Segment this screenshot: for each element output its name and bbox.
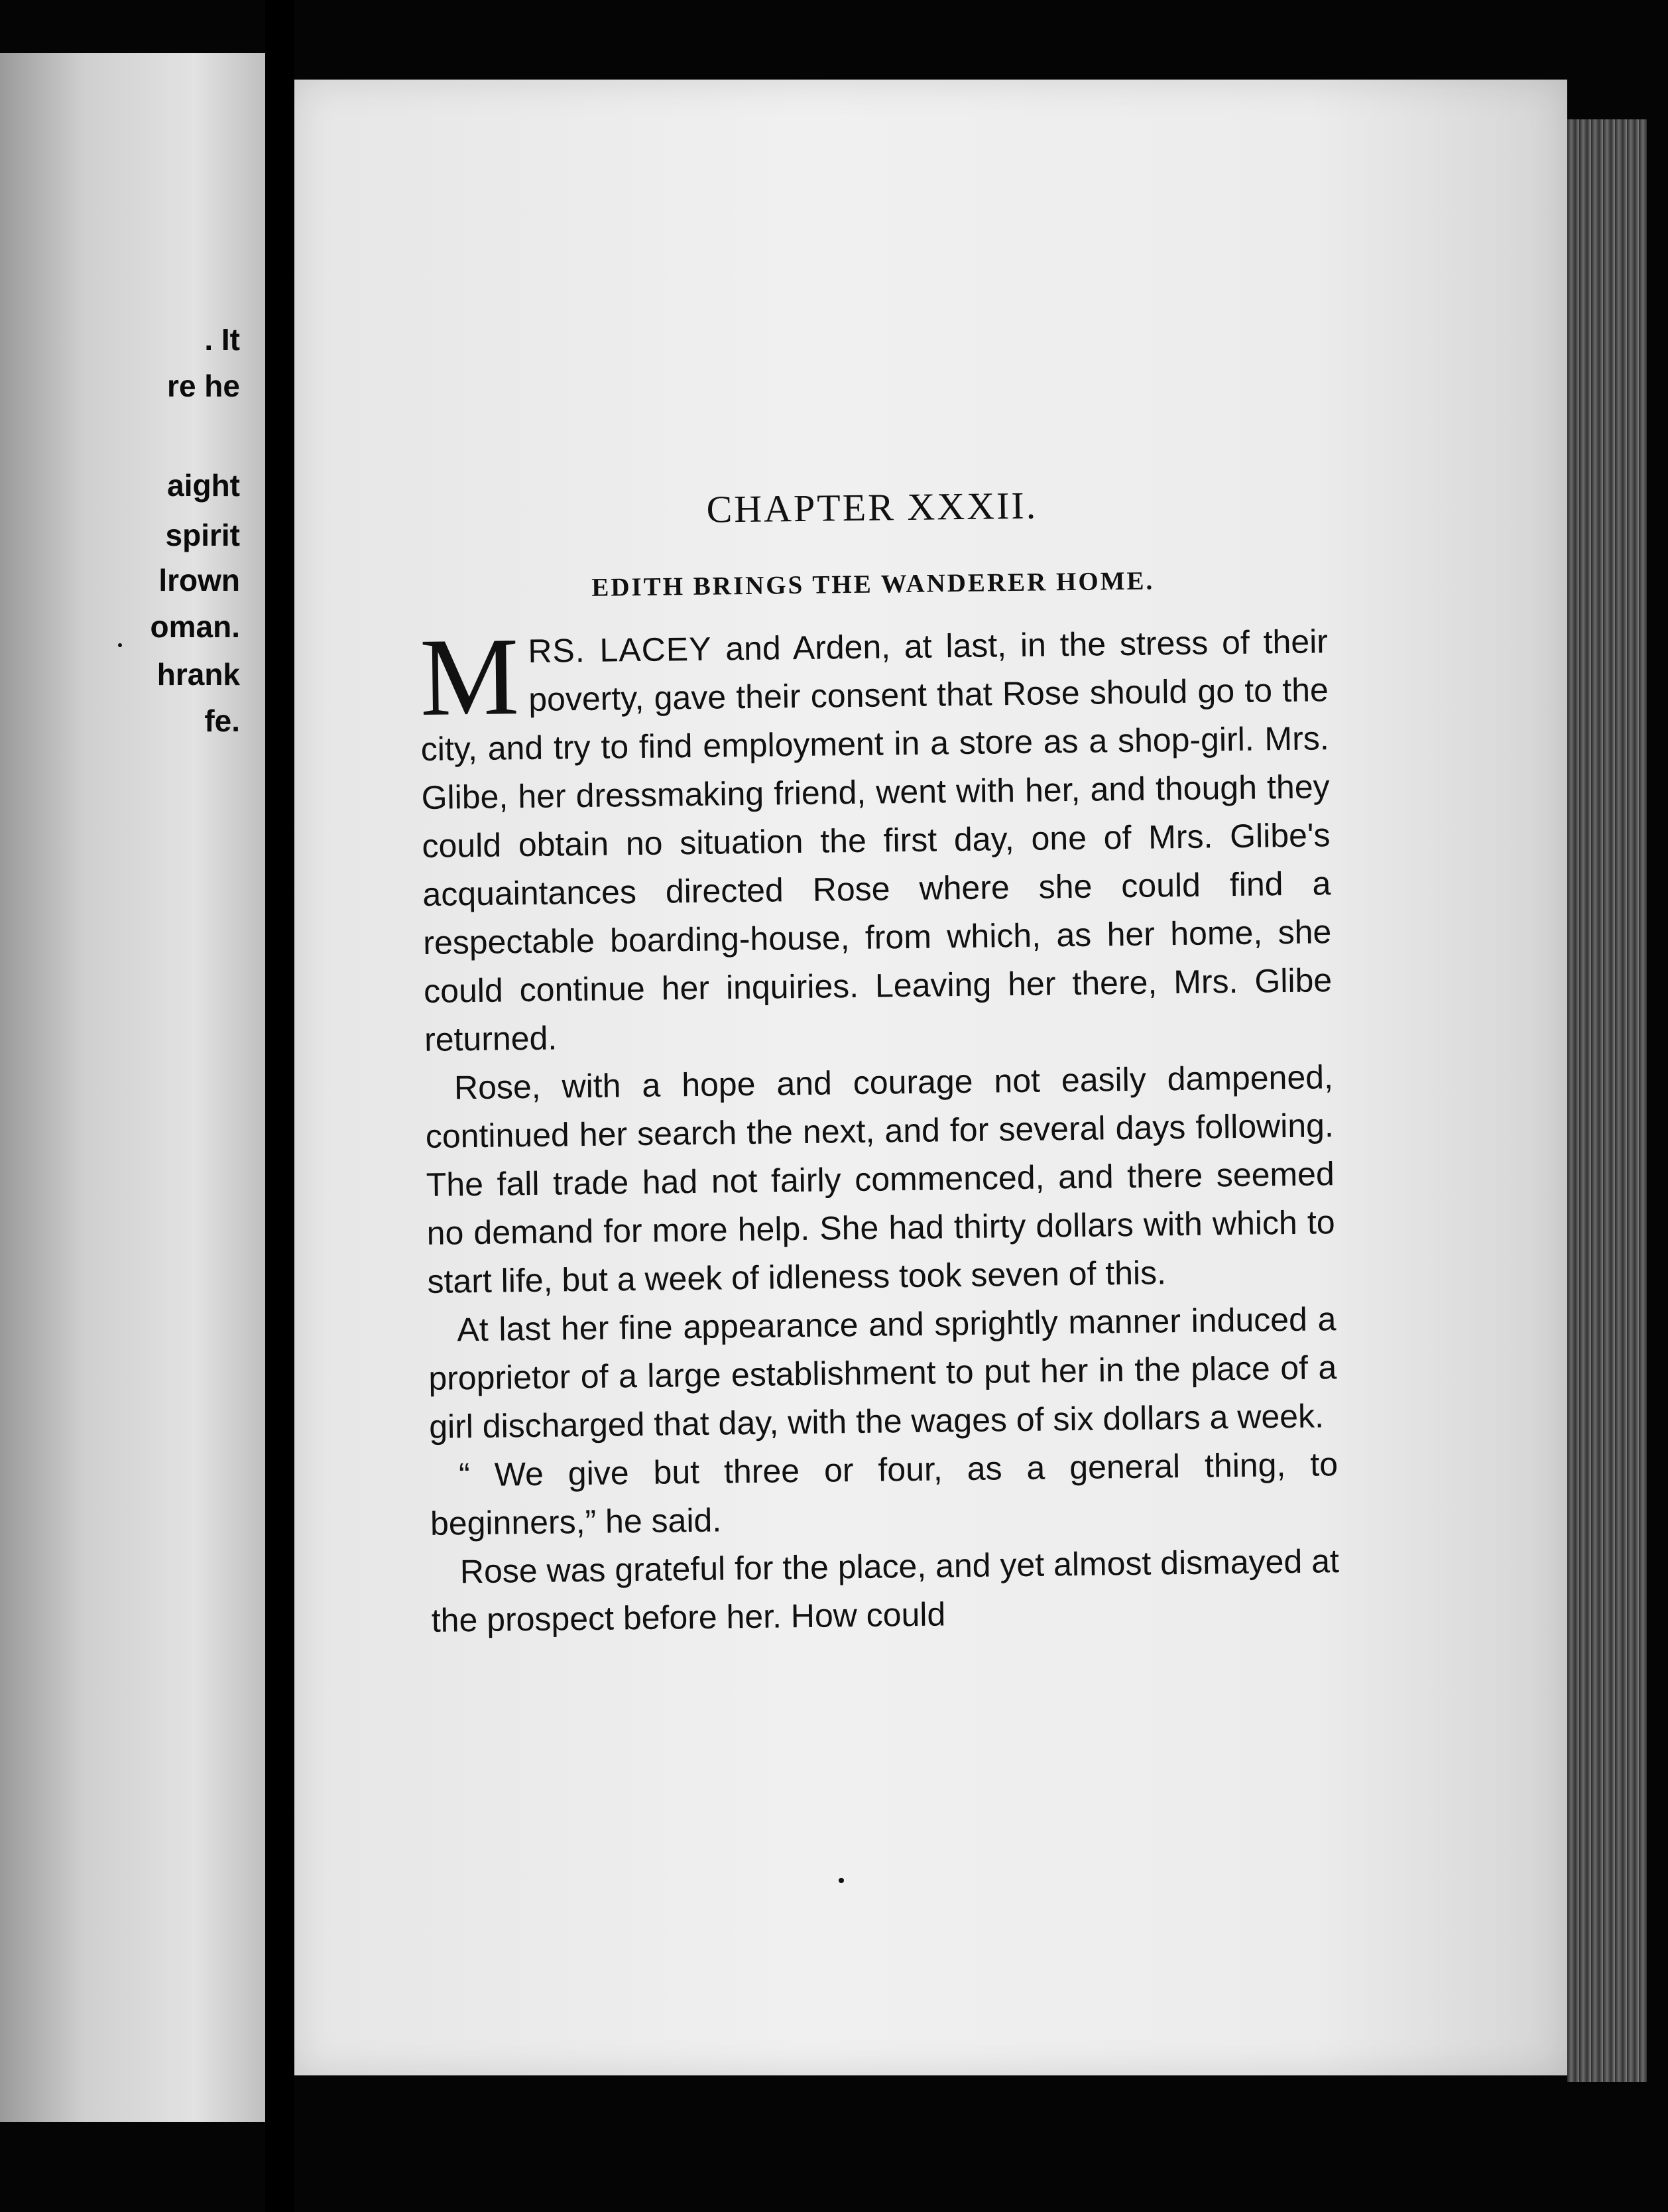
paragraph: “ We give but three or four, as a general thing, to beginners,” he said. xyxy=(430,1445,1339,1542)
chapter-number: CHAPTER XXXII. xyxy=(706,483,1038,531)
paragraph-text: and Arden, at last, in the stress of their poverty, gave their consent that Rose should go to the city, and try to find employment in a store as a shop-girl. Mrs. Glibe, her dressmaking friend, went with her, and though they could obtain no situation the first day, one of Mrs. Glibe's acquaintances directed Rose where she could find a respectable boarding-house, from which, as her home, she could continue her inquiries. Leaving her there, Mrs. Glibe returned. xyxy=(420,623,1333,1058)
left-page-fragment: oman. xyxy=(150,609,240,644)
paragraph: Rose, with a hope and courage not easily dampened, continued her search the next, and for several days following. The fall trade had not fairly commenced, and there seemed no demand for more help. She had thirty dollars with which to start life, but a week of idleness took seven of this. xyxy=(425,1058,1335,1300)
paragraph: At last her fine appearance and sprightly manner induced a proprietor of a large establishment to put her in the place of a girl discharged that day, with the wages of six dollars a week. xyxy=(428,1300,1337,1445)
left-page-fragment: hrank xyxy=(156,657,240,692)
left-page-fragment: fe. xyxy=(204,704,240,738)
paragraph-opening xyxy=(420,617,1333,1064)
left-page-fragment: aight xyxy=(167,468,240,503)
left-page-fragment: lrown xyxy=(158,563,240,597)
left-facing-page xyxy=(0,53,278,2122)
page-edges xyxy=(1567,119,1647,2082)
ink-speck xyxy=(839,1878,844,1883)
opening-caps: RS. LACEY xyxy=(528,630,712,670)
left-page-fragment: spirit xyxy=(165,518,240,552)
left-page-fragment: re he xyxy=(167,369,240,403)
left-page-fragment: . It xyxy=(204,322,240,357)
drop-cap: M xyxy=(419,615,520,739)
paragraph: Rose was grateful for the place, and yet almost dismayed at the prospect before her. How could xyxy=(431,1542,1340,1639)
chapter-title: EDITH BRINGS THE WANDERER HOME. xyxy=(591,566,1155,602)
ink-speck xyxy=(118,643,122,647)
book-gutter xyxy=(265,0,294,2212)
chapter-text-block xyxy=(418,479,1340,1645)
